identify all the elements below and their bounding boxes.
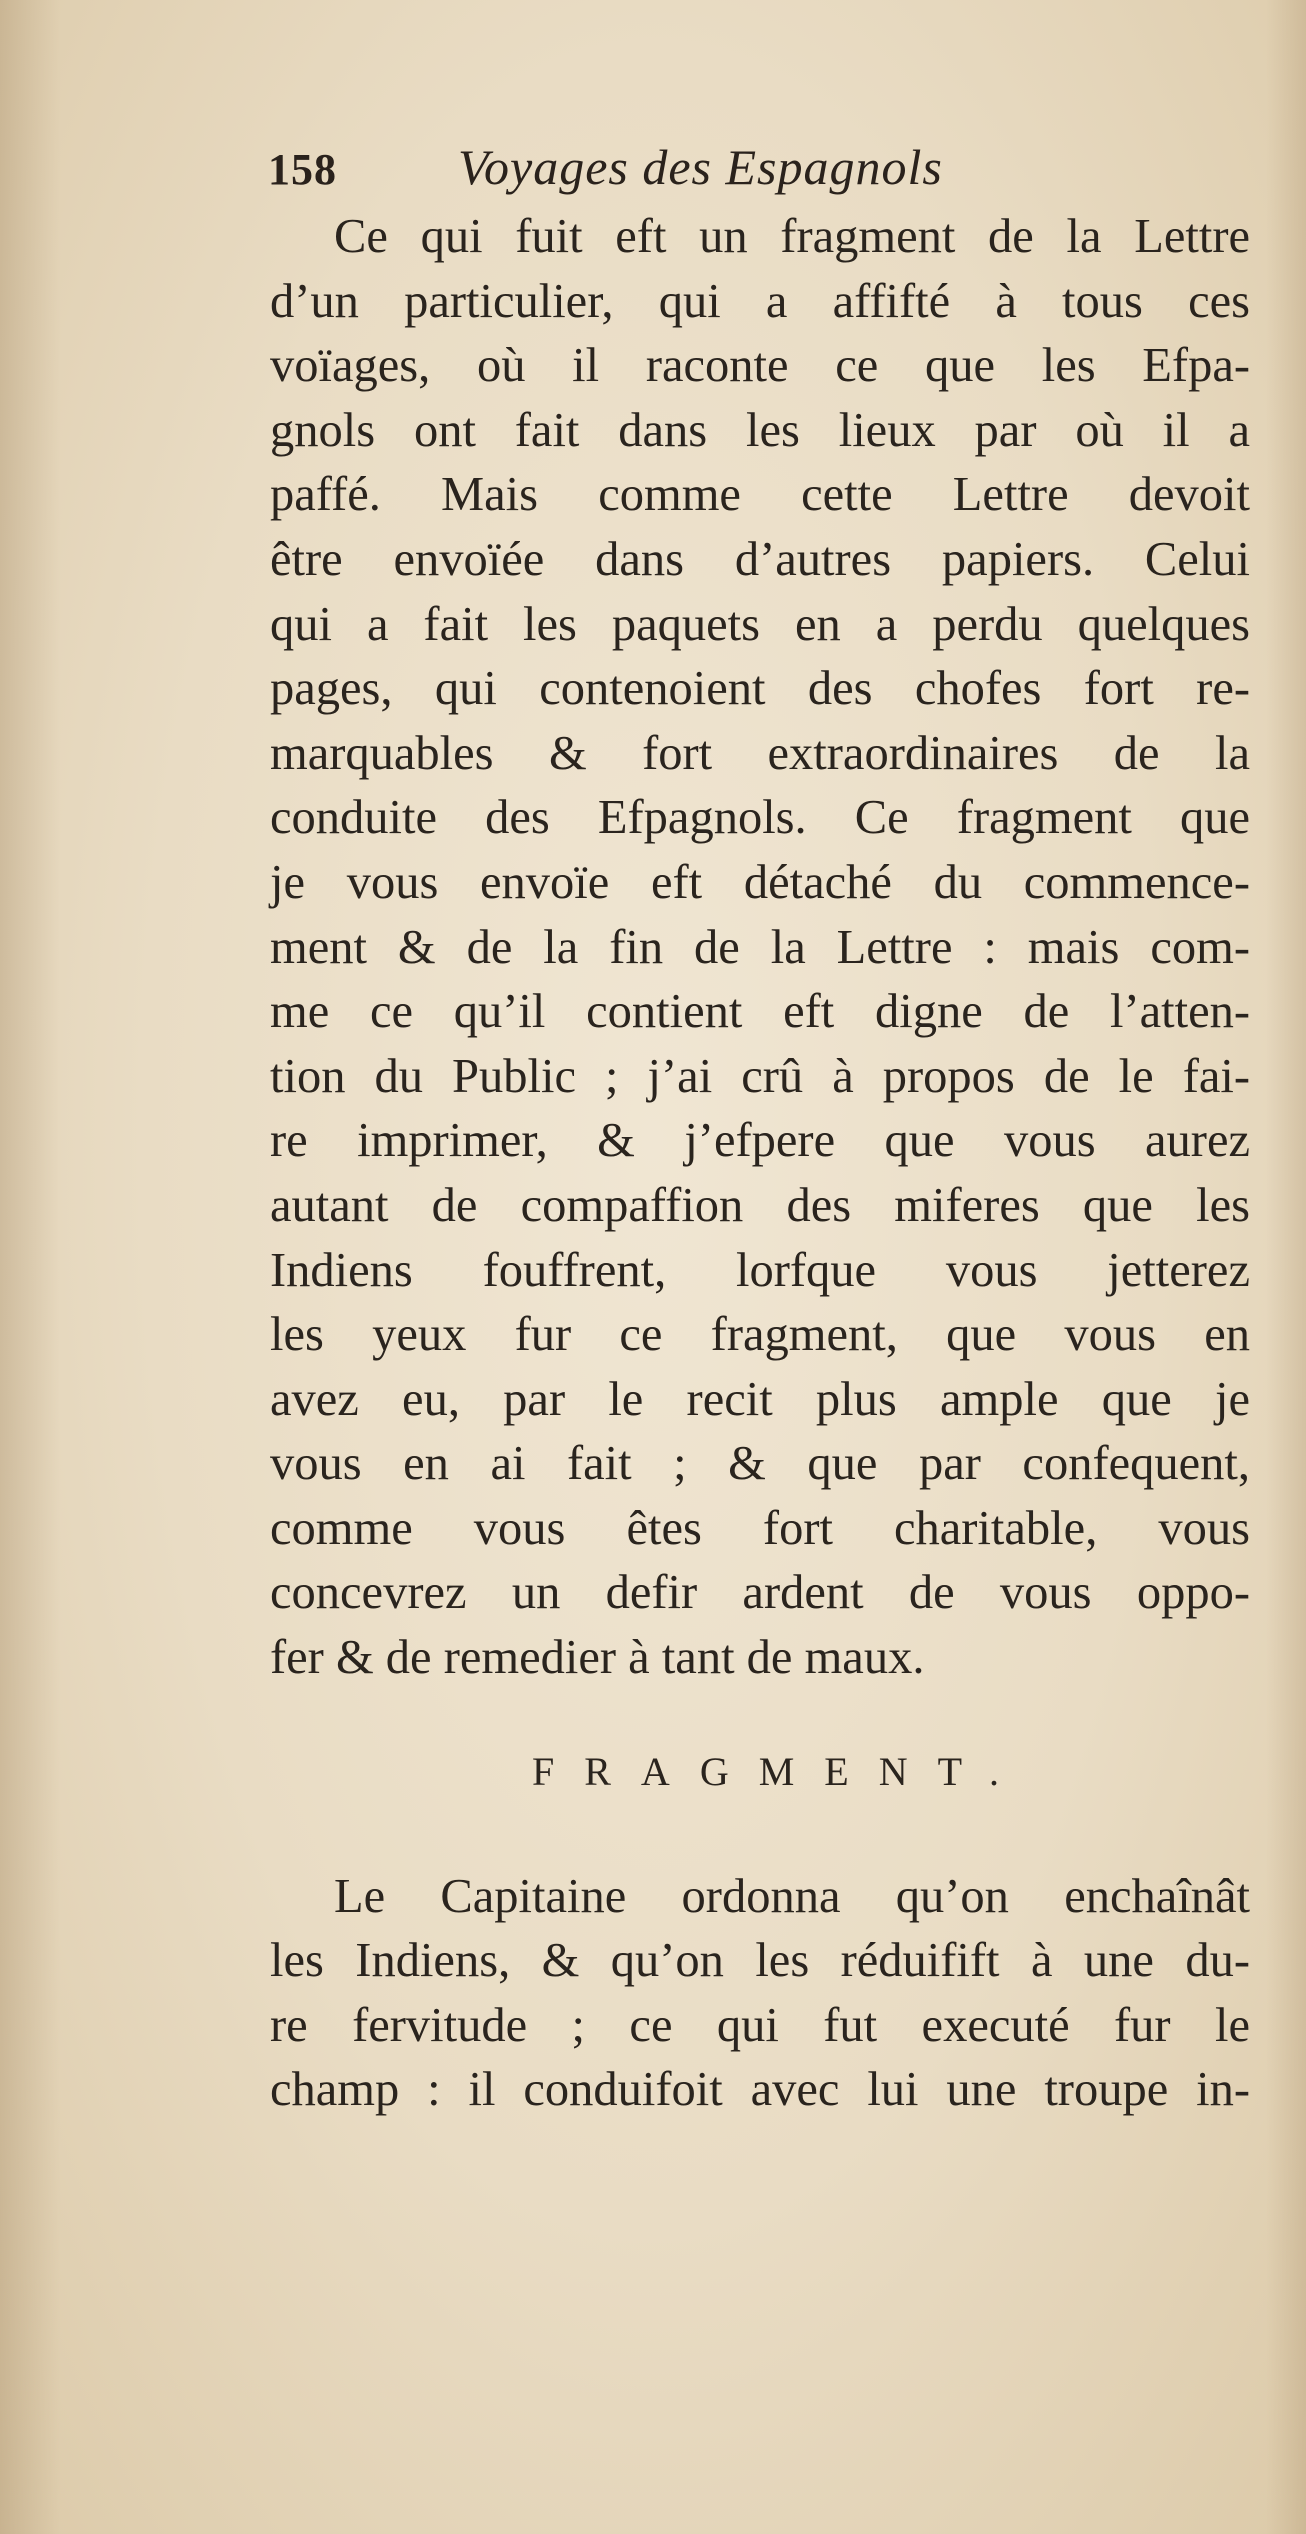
text-line: concevrez un defir ardent de vous oppo-	[270, 1566, 1250, 1620]
text-line: conduite des Efpagnols. Ce fragment que	[270, 791, 1250, 845]
text-line: Ce qui fuit eft un fragment de la Lettre	[334, 210, 1250, 263]
page-number: 158	[268, 145, 337, 194]
text-line: qui a fait les paquets en a perdu quelques	[270, 597, 1250, 651]
intro-paragraph	[270, 205, 1250, 1691]
text-line: ment & de la fin de la Lettre : mais com-	[270, 920, 1250, 974]
text-line: gnols ont fait dans les lieux par où il a	[270, 403, 1250, 457]
text-line: champ : il conduifoit avec lui une troupe in-	[270, 2062, 1250, 2116]
text-line: Indiens fouffrent, lorfque vous jetterez	[270, 1243, 1250, 1297]
text-line: re imprimer, & j’efpere que vous aurez	[270, 1114, 1250, 1168]
text-line: marquables & fort extraordinaires de la	[270, 726, 1250, 780]
text-line: fer & de remedier à tant de maux.	[270, 1631, 925, 1685]
text-line: vous en ai fait ; & que par confequent,	[270, 1437, 1250, 1491]
section-heading: FRAGMENT.	[532, 1749, 1030, 1794]
text-line: paffé. Mais comme cette Lettre devoit	[270, 468, 1250, 522]
text-line: voïages, où il raconte ce que les Efpa-	[270, 339, 1250, 393]
text-line: comme vous êtes fort charitable, vous	[270, 1501, 1250, 1555]
text-line: re fervitude ; ce qui fut executé fur le	[270, 1998, 1250, 2052]
text-line: les yeux fur ce fragment, que vous en	[270, 1308, 1250, 1362]
text-line: pages, qui contenoient des chofes fort re-	[270, 662, 1250, 716]
text-line: je vous envoïe eft détaché du commence-	[270, 855, 1250, 909]
running-title: Voyages des Espagnols	[458, 139, 943, 195]
text-line: d’un particulier, qui a affifté à tous ces	[270, 274, 1250, 328]
text-line: avez eu, par le recit plus ample que je	[270, 1372, 1250, 1426]
fragment-paragraph	[270, 1865, 1250, 2122]
text-line: les Indiens, & qu’on les réduifift à une du-	[270, 1934, 1250, 1988]
text-line: me ce qu’il contient eft digne de l’atten-	[270, 985, 1250, 1039]
page-header	[268, 138, 1068, 198]
text-line: être envoïée dans d’autres papiers. Celui	[270, 532, 1250, 586]
text-line: Le Capitaine ordonna qu’on enchaînât	[334, 1870, 1250, 1923]
text-line: tion du Public ; j’ai crû à propos de le fai-	[270, 1049, 1250, 1103]
text-line: autant de compaffion des miferes que les	[270, 1178, 1250, 1232]
